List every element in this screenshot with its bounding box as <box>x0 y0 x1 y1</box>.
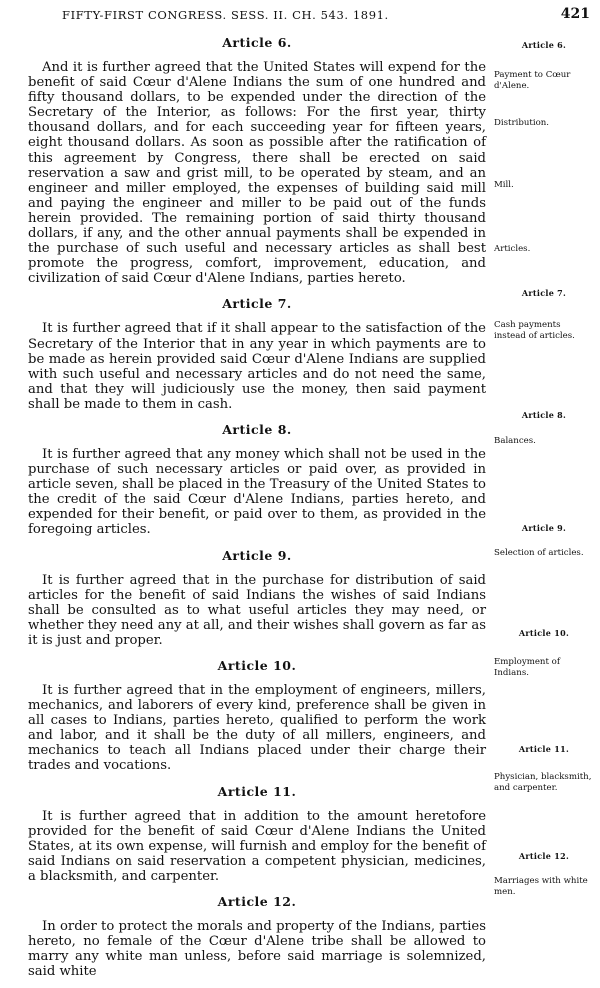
article-paragraph: And it is further agreed that the United States will expend for the benefit of said Cœur d'Alene Indians the sum of one hundred and fifty thousand dollars, to be expended under the direction of the Secretary of the Interior, as follows: For the first year, thirty thousand dollars, and for each succeeding year for fifteen years, eight thousand dollars. As soon as possible after the ratification of this agreement by Congress, there shall be erected on said reservation a saw and grist mill, to be operated by steam, and an engineer and miller employed, the expenses of building said mill and paying the engineer and miller to be paid out of the funds herein provided. The remaining portion of said thirty thousand dollars, if any, and the other annual payments shall be expended in the purchase of such useful and necessary articles as shall best promote the progress, comfort, improvement, education, and civilization of said Cœur d'Alene Indians, parties hereto. <box>28 60 486 287</box>
main-text <box>28 34 486 988</box>
margin-note-article-9: Article 9. <box>521 523 567 533</box>
margin-note-articles: Articles. <box>494 244 531 254</box>
margin-note-marriages: Marriages with white men. <box>494 876 588 897</box>
margin-note-payment: Payment to Cœur d'Alene. <box>494 70 571 91</box>
article-paragraph: It is further agreed that if it shall appear to the satisfaction of the Secretary of the Interior that in any year in which payments are to be made as herein provided said Cœur d'Alene Indians are supplied with such useful and necessary articles and do not need the same, and that they will judiciously use the money, then said payment shall be made to them in cash. <box>28 321 486 412</box>
article-paragraph: It is further agreed that in addition to the amount heretofore provided for the benefit of said Cœur d'Alene Indians the United States, at its own expense, will furnish and employ for the benefit of said Indians on said reservation a competent physician, medicines, a blacksmith, and carpenter. <box>28 808 486 884</box>
article-title: Article 11. <box>217 783 297 799</box>
margin-note-physician: Physician, blacksmith, and carpenter. <box>494 772 592 793</box>
article-10 <box>28 657 486 774</box>
margin-note-mill: Mill. <box>494 180 514 190</box>
article-7 <box>28 295 486 412</box>
article-11 <box>28 783 486 884</box>
article-8 <box>28 421 486 538</box>
page-number: 421 <box>560 6 590 22</box>
article-title: Article 12. <box>217 894 297 910</box>
article-title: Article 10. <box>217 658 297 673</box>
margin-note-article-7: Article 7. <box>521 288 567 298</box>
article-12 <box>28 893 486 979</box>
margin-note-article-10: Article 10. <box>518 628 570 638</box>
margin-note-balances: Balances. <box>494 436 536 446</box>
running-head: FIFTY-FIRST CONGRESS. SESS. II. CH. 543. 1891. <box>62 8 389 22</box>
article-paragraph: It is further agreed that in the purchase for distribution of said articles for the benefit of said Indians the wishes of said Indians shall be consulted as to what useful articles they may need, or whether they need any at all, and their wishes shall govern as far as it is just and proper. <box>28 572 486 648</box>
article-paragraph: It is further agreed that any money which shall not be used in the purchase of such necessary articles or paid over, as provided in article seven, shall be placed in the Treasury of the United States to the credit of the said Cœur d'Alene Indians, parties hereto, and expended for their benefit, or paid over to them, as provided in the foregoing articles. <box>28 446 486 538</box>
margin-note-distribution: Distribution. <box>494 118 550 128</box>
margin-note-article-11: Article 11. <box>518 744 570 754</box>
margin-notes <box>494 0 594 937</box>
margin-note-article-12: Article 12. <box>518 851 570 861</box>
margin-note-article-6: Article 6. <box>521 40 567 50</box>
margin-note-selection: Selection of articles. <box>494 548 584 558</box>
article-title: Article 9. <box>222 547 292 563</box>
article-paragraph: It is further agreed that in the employment of engineers, millers, mechanics, and laborers of every kind, preference shall be given in all cases to Indians, parties hereto, qualified to perform the work and labor, and it shall be the duty of all millers, engineers, and mechanics to teach all Indians placed under their charge their trades and vocations. <box>28 683 486 774</box>
margin-note-cash-payments: Cash payments instead of articles. <box>494 320 575 341</box>
article-title: Article 8. <box>222 421 292 437</box>
article-9 <box>28 547 486 648</box>
article-title: Article 6. <box>222 35 292 50</box>
margin-note-article-8: Article 8. <box>521 410 567 420</box>
article-6 <box>28 34 486 286</box>
margin-note-employment: Employment of Indians. <box>494 657 561 678</box>
article-title: Article 7. <box>222 296 292 312</box>
article-paragraph: In order to protect the morals and property of the Indians, parties hereto, no female of the Cœur d'Alene tribe shall be allowed to marry any white man unless, before said marriage is solemnized, said white <box>28 919 486 980</box>
